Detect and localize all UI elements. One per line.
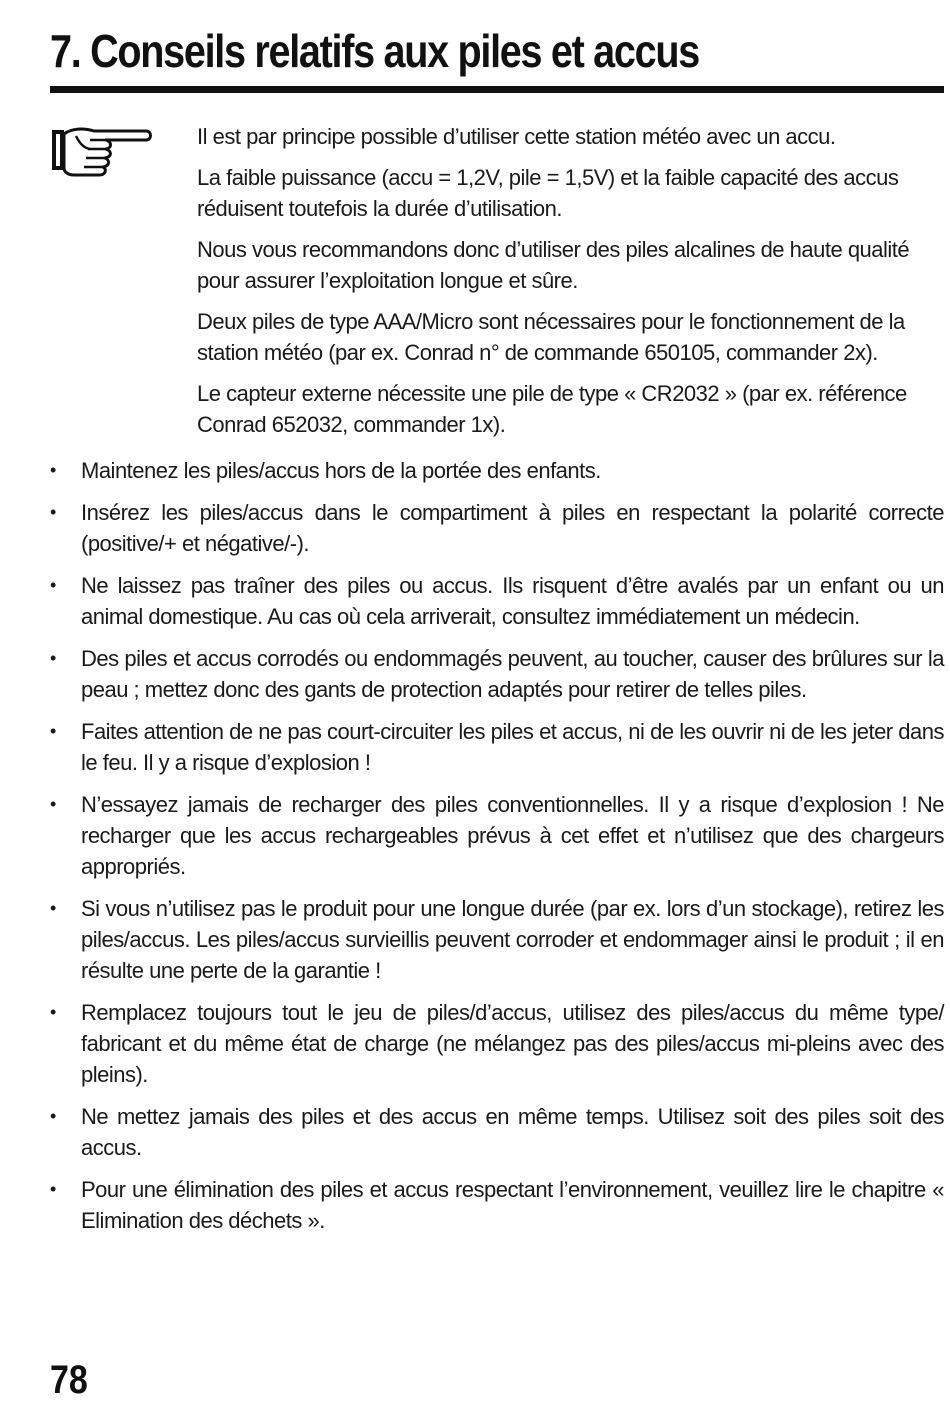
- list-item-text: Maintenez les piles/accus hors de la portée des enfants.: [81, 458, 601, 483]
- list-item-text: N’essayez jamais de recharger des piles conventionnelles. Il y a risque d’explosion ! Ne recharger que les accus rechargeables prévus à cet effet et n’utilisez que des chargeurs appropriés.: [81, 792, 944, 879]
- list-item-text: Des piles et accus corrodés ou endommagés peuvent, au toucher, causer des brûlures sur la peau ; mettez donc des gants de protection adaptés pour retirer de telles piles.: [81, 646, 944, 702]
- page-number: 78: [50, 1358, 88, 1402]
- title-rule: [50, 86, 944, 93]
- list-item-text: Ne mettez jamais des piles et des accus en même temps. Utilisez soit des piles soit des accus.: [81, 1104, 944, 1160]
- pointing-hand-icon: [50, 122, 154, 178]
- list-item-text: Si vous n’utilisez pas le produit pour une longue durée (par ex. lors d’un stockage), retirez les piles/accus. Les piles/accus survieillis peuvent corroder et endommager ainsi le produit ; il en résulte une perte de la garantie !: [81, 896, 944, 983]
- list-item: [50, 893, 944, 986]
- bullet-marker: •: [50, 575, 56, 595]
- note-paragraph: Nous vous recommandons donc d’utiliser des piles alcalines de haute qualité pour assurer l’exploitation longue et sûre.: [197, 237, 910, 293]
- bullet-marker: •: [50, 1002, 56, 1022]
- list-item: [50, 1101, 944, 1163]
- list-item: [50, 570, 944, 632]
- bullet-marker: •: [50, 721, 56, 741]
- list-item: [50, 997, 944, 1090]
- note-paragraph: Il est par principe possible d’utiliser cette station météo avec un accu.: [197, 124, 836, 149]
- bullet-marker: •: [50, 898, 56, 918]
- list-item: [50, 643, 944, 705]
- bullet-marker: •: [50, 648, 56, 668]
- bullet-marker: •: [50, 794, 56, 814]
- bullet-marker: •: [50, 460, 56, 480]
- note-paragraph: Le capteur externe nécessite une pile de type « CR2032 » (par ex. référence Conrad 652032, commander 1x).: [197, 381, 907, 437]
- bullet-marker: •: [50, 502, 56, 522]
- bullet-marker: •: [50, 1179, 56, 1199]
- list-item: [50, 716, 944, 778]
- bullet-marker: •: [50, 1106, 56, 1126]
- note-paragraph: La faible puissance (accu = 1,2V, pile = 1,5V) et la faible capacité des accus réduisent toutefois la durée d’utilisation.: [197, 165, 899, 221]
- bullet-list: [50, 455, 944, 1247]
- list-item-text: Pour une élimination des piles et accus respectant l’environnement, veuillez lire le chapitre « Elimination des déchets ».: [81, 1177, 944, 1233]
- list-item-text: Remplacez toujours tout le jeu de piles/d’accus, utilisez des piles/accus du même type/ fabricant et du même état de charge (ne mélangez pas des piles/accus mi-pleins avec des pleins).: [81, 1000, 944, 1087]
- list-item-text: Faites attention de ne pas court-circuiter les piles et accus, ni de les ouvrir ni de les jeter dans le feu. Il y a risque d’explosion !: [81, 719, 944, 775]
- list-item-text: Insérez les piles/accus dans le compartiment à piles en respectant la polarité correcte (positive/+ et négative/-).: [81, 500, 944, 556]
- note-block: [197, 121, 944, 450]
- note-paragraph: Deux piles de type AAA/Micro sont nécessaires pour le fonctionnement de la station météo (par ex. Conrad n° de commande 650105, commander 2x).: [197, 309, 905, 365]
- list-item: [50, 789, 944, 882]
- list-item: [50, 1174, 944, 1236]
- list-item-text: Ne laissez pas traîner des piles ou accus. Ils risquent d’être avalés par un enfant ou un animal domestique. Au cas où cela arriverait, consultez immédiatement un médecin.: [81, 573, 944, 629]
- list-item: [50, 497, 944, 559]
- page-title: 7. Conseils relatifs aux piles et accus: [50, 25, 699, 77]
- list-item: [50, 455, 944, 486]
